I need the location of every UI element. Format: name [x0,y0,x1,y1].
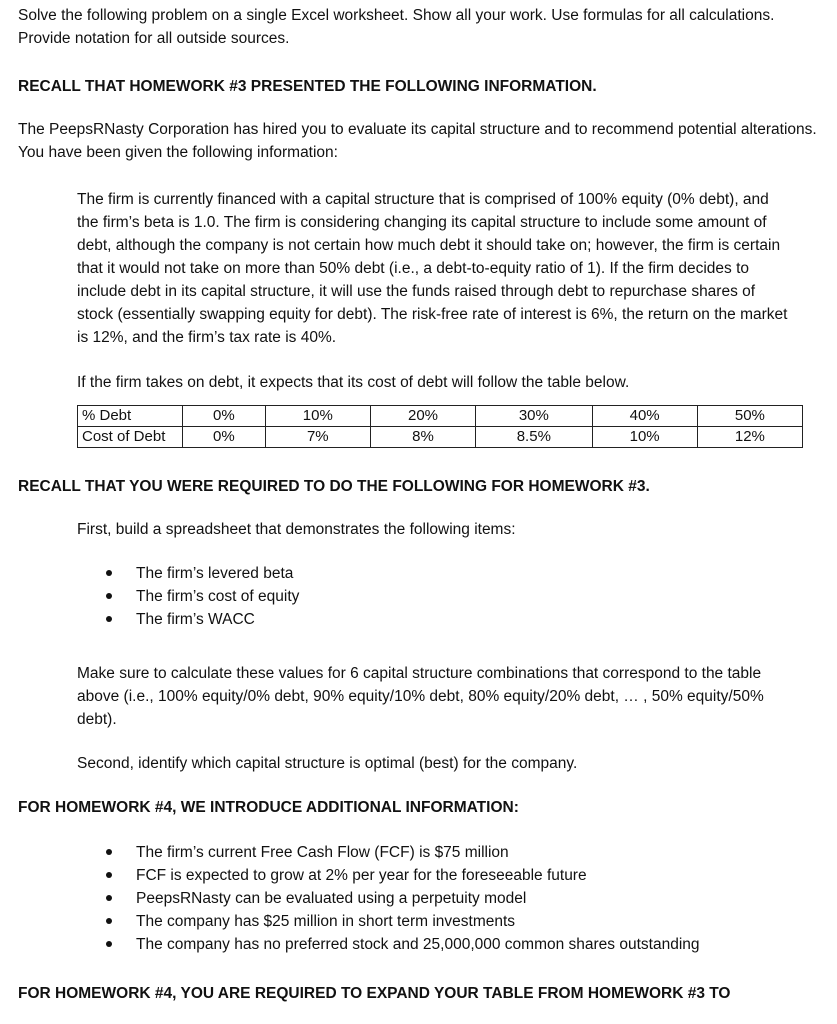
table-cell: 8.5% [476,427,592,448]
list-item: The firm’s levered beta [136,562,818,585]
hw4-items-list [136,841,818,956]
table-row [78,406,803,427]
table-cell: 0% [183,406,266,427]
table-cell: 7% [265,427,370,448]
table-cell: 30% [476,406,592,427]
heading-additional-info: FOR HOMEWORK #4, WE INTRODUCE ADDITIONAL INFORMATION: [18,799,519,816]
make-sure-paragraph: Make sure to calculate these values for 6 capital structure combinations that correspond to the table above (i.e., 100% equity/0% debt, 90% equity/10% debt, 80% equity/20% debt, … , 50% equity/50% debt). [77,665,764,728]
firm-info-paragraph: The firm is currently financed with a capital structure that is comprised of 100% equity (0% debt), and the firm’s beta is 1.0. The firm is considering changing its capital structure to include some amount of debt, although the company is not certain how much debt it should take on; however, the firm is certain that it would not take on more than 50% debt (i.e., a debt-to-equity ratio of 1). If the firm decides to include debt in its capital structure, it will use the funds raised through debt to repurchase shares of stock (essentially swapping equity for debt). The risk-free rate of interest is 6%, the return on the market is 12%, and the firm’s tax rate is 40%. [77,191,788,346]
list-item: FCF is expected to grow at 2% per year for the foreseeable future [136,864,818,887]
list-item: The firm’s cost of equity [136,585,818,608]
table-cell: 40% [592,406,697,427]
table-cell: 10% [265,406,370,427]
second-step: Second, identify which capital structure is optimal (best) for the company. [77,755,578,772]
table-cell: 12% [697,427,802,448]
context-paragraph: The PeepsRNasty Corporation has hired you to evaluate its capital structure and to recommend potential alterations. You have been given the following information: [18,121,817,161]
bullet-icon [106,570,112,576]
first-step: First, build a spreadsheet that demonstrates the following items: [77,521,516,538]
table-cell: 50% [697,406,802,427]
heading-recall-info: RECALL THAT HOMEWORK #3 PRESENTED THE FOLLOWING INFORMATION. [18,78,597,95]
bullet-icon [106,616,112,622]
list-item: The company has no preferred stock and 25,000,000 common shares outstanding [136,933,818,956]
list-item: The company has $25 million in short term investments [136,910,818,933]
bullet-icon [106,849,112,855]
table-cell: 20% [370,406,475,427]
table-intro: If the firm takes on debt, it expects that its cost of debt will follow the table below. [77,374,630,391]
table-row [78,427,803,448]
list-item: The firm’s current Free Cash Flow (FCF) is $75 million [136,841,818,864]
bullet-icon [106,593,112,599]
heading-recall-requirements: RECALL THAT YOU WERE REQUIRED TO DO THE FOLLOWING FOR HOMEWORK #3. [18,478,650,495]
bullet-icon [106,941,112,947]
row-label-percent-debt: % Debt [78,406,183,427]
bullet-icon [106,895,112,901]
bullet-icon [106,872,112,878]
instructions: Solve the following problem on a single Excel worksheet. Show all your work. Use formulas for all calculations. Provide notation for all outside sources. [18,7,775,47]
hw3-items-list [136,562,818,631]
list-item: The firm’s WACC [136,608,818,631]
table-cell: 10% [592,427,697,448]
list-item: PeepsRNasty can be evaluated using a perpetuity model [136,887,818,910]
table-cell: 0% [183,427,266,448]
bullet-icon [106,918,112,924]
document-page [18,4,818,1005]
cost-of-debt-table [77,405,803,448]
heading-hw4-requirements: FOR HOMEWORK #4, YOU ARE REQUIRED TO EXPAND YOUR TABLE FROM HOMEWORK #3 TO [18,985,731,1002]
row-label-cost-of-debt: Cost of Debt [78,427,183,448]
table-cell: 8% [370,427,475,448]
